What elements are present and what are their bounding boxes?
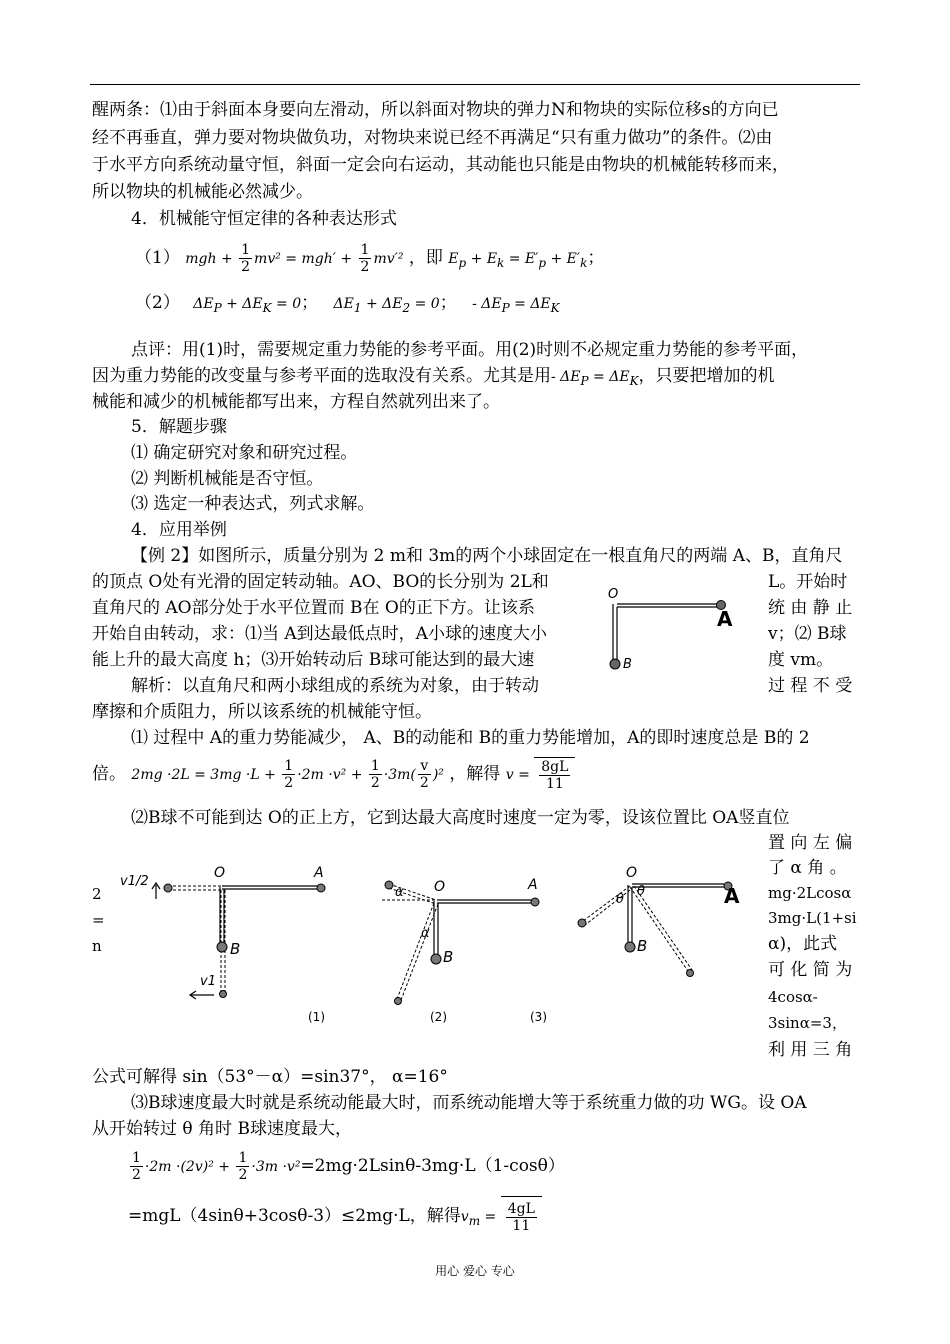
label-o: O: [608, 587, 619, 602]
fig3-theta-2: θ: [637, 884, 645, 899]
text-line: 可 化 简 为: [768, 960, 853, 980]
text-line: L。开始时: [768, 572, 848, 592]
text-fragment: =: [92, 911, 105, 929]
step-item: ⑵ 判断机械能是否守恒。: [131, 469, 324, 489]
text-line: 醒两条：⑴由于斜面本身要向左滑动，所以斜面对物块的弹力N和物块的实际位移s的方向已: [92, 100, 779, 120]
step-item: ⑴ 确定研究对象和研究过程。: [131, 443, 358, 463]
fig3-label-a: A: [724, 884, 740, 908]
text-line: 经不再垂直，弹力要对物块做负功，对物块来说已经不再满足“只有重力做功”的条件。⑵由: [92, 128, 773, 148]
ball-b: [610, 659, 620, 669]
header-rule: [90, 84, 860, 85]
label-a: A: [717, 607, 733, 631]
text-line: 过 程 不 受: [768, 676, 853, 696]
fig1-label-o: O: [214, 865, 226, 881]
text-line: 解析：以直角尺和两小球组成的系统为对象，由于转动: [131, 676, 539, 696]
text-line: 开始自由转动，求：⑴当 A到达最低点时，A小球的速度大小: [92, 624, 547, 644]
figure-3: [578, 865, 740, 977]
fig2-alpha: α: [395, 885, 404, 900]
text-line: 于水平方向系统动量守恒，斜面一定会向右运动，其动能也只能是由物块的机械能转移而来，: [92, 155, 789, 175]
text-line: 3mg·L(1+si: [768, 909, 857, 927]
page-footer: 用心 爱心 专心: [435, 1264, 515, 1278]
formula-1: （1） mgh + $\frac{1}{2}$ mv² = mgh′ + $\frac{1}{2}$ mv′² ，即 $E_p + E_k = E'_p + E'_k$；: [135, 242, 605, 275]
step-item: ⑶ 选定一种表达式，列式求解。: [131, 494, 375, 514]
equation-line: 倍。 2mg ·2L = 3mg ·L + $\frac{1}{2}$ ·2m ·v² + $\frac{1}{2}$ ·3m( $\frac{v}{2}$ )² ，解得 v = $\frac{8gL}{11}$: [92, 757, 575, 792]
fig1-label-b: B: [230, 940, 241, 958]
fig2-label-o: O: [434, 879, 446, 895]
text-line: 度 vm。: [768, 650, 834, 670]
formula-2: （2） $\Delta E_P + \Delta E_K = 0$； $\Delta E_1 + \Delta E_2 = 0$； - $\Delta E_P = \Delta E_K$: [135, 293, 560, 315]
text-line: 了 α 角 。: [768, 858, 847, 878]
section-heading: 4．应用举例: [131, 520, 227, 540]
caption-3: (3): [530, 1010, 547, 1024]
text-line: α)，此式: [768, 934, 838, 954]
text-line: 直角尺的 AO部分处于水平位置而 B在 O的正下方。让该系: [92, 598, 535, 618]
equation-line: $\frac{1}{2}$ ·2m ·(2v)² + $\frac{1}{2}$ ·3m ·v²=2mg·2Lsinθ-3mg·L（1-cosθ）: [132, 1150, 565, 1183]
text-line: 所以物块的机械能必然减少。: [92, 182, 313, 202]
fig1-label-a: A: [314, 865, 324, 881]
text-line: 因为重力势能的改变量与参考平面的选取没有关系。尤其是用- $\Delta E_P = \Delta E_K$，只要把增加的机: [92, 366, 775, 388]
text-fragment: 2: [92, 885, 102, 903]
text-line: 统 由 静 止: [768, 598, 853, 618]
text-line: 从开始转过 θ 角时 B球速度最大，: [92, 1119, 352, 1139]
text-line: mg·2Lcosα: [768, 884, 852, 902]
fig1-v1: v1: [200, 974, 216, 989]
fig2-alpha-2: α: [421, 926, 430, 941]
text-line: ⑶B球速度最大时就是系统动能最大时，而系统动能增大等于系统重力做的功 WG。设 OA: [131, 1093, 807, 1113]
section-heading: 5．解题步骤: [131, 417, 227, 437]
text-line: 3sinα=3，: [768, 1014, 847, 1032]
text-line: 能上升的最大高度 h；⑶开始转动后 B球可能达到的最大速: [92, 650, 535, 670]
figure-2: [382, 877, 547, 1024]
fig3-label-b: B: [637, 937, 648, 955]
text-fragment: n: [92, 937, 102, 955]
text-line: 利 用 三 角: [768, 1040, 853, 1060]
text-line: 4cosα-: [768, 988, 818, 1006]
caption-2: (2): [430, 1010, 447, 1024]
fig1-v1-half: v1/2: [120, 874, 149, 889]
text-line: v；⑵ B球: [768, 624, 847, 644]
text-line: 【例 2】如图所示，质量分别为 2 m和 3m的两个小球固定在一根直角尺的两端 A、B，直角尺: [131, 546, 843, 566]
example-diagram: [600, 582, 760, 672]
fig2-label-b: B: [443, 948, 454, 966]
fig3-theta-1: θ: [616, 892, 624, 907]
figure-1: [120, 865, 325, 1024]
text-line: ⑴ 过程中 A的重力势能减少， A、B的动能和 B的重力势能增加，A的即时速度总是 B的 2: [131, 728, 810, 748]
text-line: 摩擦和介质阻力，所以该系统的机械能守恒。: [92, 702, 432, 722]
caption-1: (1): [308, 1010, 325, 1024]
label-b: B: [623, 657, 632, 672]
section-heading: 4．机械能守恒定律的各种表达形式: [131, 209, 397, 229]
text-line: ⑵B球不可能到达 O的正上方，它到达最大高度时速度一定为零，设该位置比 OA竖直位: [131, 808, 790, 828]
text-line: 的顶点 O处有光滑的固定转动轴。AO、BO的长分别为 2L和: [92, 572, 549, 592]
text-line: 置 向 左 偏: [768, 833, 853, 853]
fig2-label-a: A: [528, 877, 538, 893]
text-line: 公式可解得 sin（53°－α）=sin37°， α=16°: [92, 1067, 448, 1087]
fig3-label-o: O: [626, 865, 638, 881]
text-line: 点评：用(1)时，需要规定重力势能的参考平面。用(2)时则不必规定重力势能的参考平面，: [131, 340, 809, 360]
text-line: 械能和减少的机械能都写出来，方程自然就列出来了。: [92, 392, 500, 412]
equation-line: =mgL（4sinθ+3cosθ-3）≤2mg·L，解得$v_m$ = $\frac{4gL}{11}$: [128, 1196, 542, 1241]
rotation-figures: [110, 855, 760, 1030]
